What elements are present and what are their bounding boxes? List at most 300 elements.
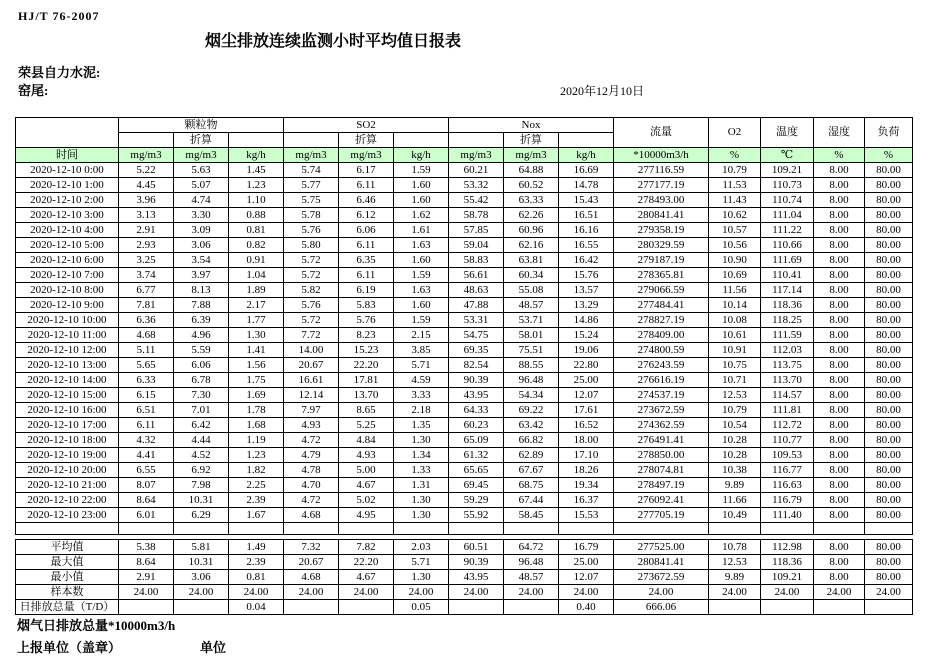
value-cell: 8.13 — [174, 283, 229, 298]
summary-value-cell: 118.36 — [761, 555, 814, 570]
value-cell: 0.82 — [229, 238, 284, 253]
time-cell: 2020-12-10 6:00 — [16, 253, 119, 268]
converted-header-so2: 折算 — [339, 133, 394, 148]
value-cell: 12.14 — [284, 388, 339, 403]
time-cell: 2020-12-10 18:00 — [16, 433, 119, 448]
kiln-label: 窑尾: — [18, 83, 49, 98]
value-cell: 8.00 — [814, 298, 865, 313]
value-cell: 58.83 — [449, 253, 504, 268]
value-cell: 1.75 — [229, 373, 284, 388]
standard-code: HJ/T 76-2007 — [18, 9, 100, 23]
value-cell: 56.61 — [449, 268, 504, 283]
hourly-row — [16, 418, 913, 433]
time-cell: 2020-12-10 5:00 — [16, 238, 119, 253]
unit-cell: % — [709, 148, 761, 163]
value-cell: 7.01 — [174, 403, 229, 418]
summary-value-cell — [761, 600, 814, 615]
time-cell: 2020-12-10 8:00 — [16, 283, 119, 298]
value-cell: 3.13 — [119, 208, 174, 223]
value-cell: 8.00 — [814, 388, 865, 403]
value-cell: 3.54 — [174, 253, 229, 268]
hourly-row — [16, 493, 913, 508]
value-cell: 4.59 — [394, 373, 449, 388]
hourly-row — [16, 268, 913, 283]
value-cell: 7.72 — [284, 328, 339, 343]
value-cell: 3.06 — [174, 238, 229, 253]
value-cell: 5.76 — [284, 298, 339, 313]
value-cell: 11.43 — [709, 193, 761, 208]
value-cell: 116.77 — [761, 463, 814, 478]
hourly-row — [16, 283, 913, 298]
value-cell: 10.69 — [709, 268, 761, 283]
converted-header-particulate: 折算 — [174, 133, 229, 148]
unit-cell: mg/m3 — [174, 148, 229, 163]
blank-cell — [559, 133, 614, 148]
empty-cell — [174, 523, 229, 535]
value-cell: 2.25 — [229, 478, 284, 493]
value-cell: 48.63 — [449, 283, 504, 298]
time-cell: 2020-12-10 3:00 — [16, 208, 119, 223]
value-cell: 274362.59 — [614, 418, 709, 433]
summary-value-cell: 24.00 — [814, 585, 865, 600]
value-cell: 6.12 — [339, 208, 394, 223]
value-cell: 67.44 — [504, 493, 559, 508]
value-cell: 10.54 — [709, 418, 761, 433]
value-cell: 69.22 — [504, 403, 559, 418]
time-cell: 2020-12-10 9:00 — [16, 298, 119, 313]
value-cell: 80.00 — [865, 283, 913, 298]
value-cell: 11.66 — [709, 493, 761, 508]
value-cell: 6.29 — [174, 508, 229, 523]
value-cell: 65.09 — [449, 433, 504, 448]
unit-cell: % — [865, 148, 913, 163]
value-cell: 4.96 — [174, 328, 229, 343]
empty-cell — [865, 523, 913, 535]
summary-value-cell: 80.00 — [865, 540, 913, 555]
summary-value-cell: 277525.00 — [614, 540, 709, 555]
unit-label: 单位 — [200, 640, 227, 655]
hourly-row — [16, 223, 913, 238]
value-cell: 62.89 — [504, 448, 559, 463]
value-cell: 17.81 — [339, 373, 394, 388]
value-cell: 1.45 — [229, 163, 284, 178]
value-cell: 2.39 — [229, 493, 284, 508]
value-cell: 22.20 — [339, 358, 394, 373]
value-cell: 8.64 — [119, 493, 174, 508]
value-cell: 16.55 — [559, 238, 614, 253]
value-cell: 10.28 — [709, 433, 761, 448]
summary-value-cell: 16.79 — [559, 540, 614, 555]
value-cell: 6.35 — [339, 253, 394, 268]
value-cell: 80.00 — [865, 163, 913, 178]
value-cell: 8.00 — [814, 508, 865, 523]
summary-value-cell: 2.91 — [119, 570, 174, 585]
value-cell: 1.56 — [229, 358, 284, 373]
hourly-row — [16, 298, 913, 313]
value-cell: 2.93 — [119, 238, 174, 253]
summary-value-cell: 48.57 — [504, 570, 559, 585]
time-cell: 2020-12-10 23:00 — [16, 508, 119, 523]
value-cell: 63.42 — [504, 418, 559, 433]
value-cell: 8.07 — [119, 478, 174, 493]
value-cell: 6.11 — [339, 268, 394, 283]
value-cell: 1.30 — [394, 508, 449, 523]
summary-value-cell: 96.48 — [504, 555, 559, 570]
hourly-row — [16, 403, 913, 418]
time-cell: 2020-12-10 13:00 — [16, 358, 119, 373]
value-cell: 6.42 — [174, 418, 229, 433]
empty-cell — [614, 523, 709, 535]
value-cell: 110.77 — [761, 433, 814, 448]
value-cell: 0.81 — [229, 223, 284, 238]
value-cell: 1.30 — [394, 433, 449, 448]
value-cell: 3.33 — [394, 388, 449, 403]
value-cell: 1.89 — [229, 283, 284, 298]
value-cell: 4.84 — [339, 433, 394, 448]
value-cell: 273672.59 — [614, 403, 709, 418]
summary-value-cell: 43.95 — [449, 570, 504, 585]
value-cell: 8.00 — [814, 373, 865, 388]
value-cell: 274537.19 — [614, 388, 709, 403]
value-cell: 8.00 — [814, 178, 865, 193]
summary-value-cell — [339, 600, 394, 615]
value-cell: 6.15 — [119, 388, 174, 403]
value-cell: 65.65 — [449, 463, 504, 478]
value-cell: 111.59 — [761, 328, 814, 343]
value-cell: 1.30 — [229, 328, 284, 343]
value-cell: 7.88 — [174, 298, 229, 313]
value-cell: 16.61 — [284, 373, 339, 388]
summary-value-cell: 0.81 — [229, 570, 284, 585]
value-cell: 5.75 — [284, 193, 339, 208]
summary-value-cell: 10.78 — [709, 540, 761, 555]
value-cell: 5.72 — [284, 268, 339, 283]
value-cell: 1.82 — [229, 463, 284, 478]
value-cell: 10.75 — [709, 358, 761, 373]
report-title: 烟尘排放连续监测小时平均值日报表 — [205, 33, 462, 50]
value-cell: 5.11 — [119, 343, 174, 358]
summary-value-cell: 24.00 — [504, 585, 559, 600]
summary-label: 最小值 — [16, 570, 119, 585]
time-cell: 2020-12-10 20:00 — [16, 463, 119, 478]
time-cell: 2020-12-10 19:00 — [16, 448, 119, 463]
value-cell: 3.97 — [174, 268, 229, 283]
value-cell: 5.22 — [119, 163, 174, 178]
summary-value-cell: 1.30 — [394, 570, 449, 585]
value-cell: 80.00 — [865, 493, 913, 508]
value-cell: 16.52 — [559, 418, 614, 433]
hourly-row — [16, 448, 913, 463]
empty-cell — [394, 523, 449, 535]
value-cell: 58.78 — [449, 208, 504, 223]
value-cell: 1.63 — [394, 238, 449, 253]
value-cell: 67.67 — [504, 463, 559, 478]
value-cell: 4.74 — [174, 193, 229, 208]
value-cell: 62.26 — [504, 208, 559, 223]
empty-cell — [504, 523, 559, 535]
value-cell: 60.21 — [449, 163, 504, 178]
value-cell: 274800.59 — [614, 343, 709, 358]
time-cell: 2020-12-10 17:00 — [16, 418, 119, 433]
unit-cell: mg/m3 — [284, 148, 339, 163]
summary-value-cell — [709, 600, 761, 615]
summary-value-cell: 80.00 — [865, 555, 913, 570]
summary-value-cell: 1.49 — [229, 540, 284, 555]
value-cell: 279358.19 — [614, 223, 709, 238]
value-cell: 80.00 — [865, 238, 913, 253]
value-cell: 1.77 — [229, 313, 284, 328]
blank-cell — [119, 133, 174, 148]
value-cell: 5.72 — [284, 313, 339, 328]
empty-cell — [339, 523, 394, 535]
value-cell: 5.83 — [339, 298, 394, 313]
value-cell: 5.63 — [174, 163, 229, 178]
value-cell: 15.43 — [559, 193, 614, 208]
report-date: 2020年12月10日 — [560, 84, 645, 98]
value-cell: 111.81 — [761, 403, 814, 418]
time-cell: 2020-12-10 15:00 — [16, 388, 119, 403]
value-cell: 80.00 — [865, 193, 913, 208]
value-cell: 62.16 — [504, 238, 559, 253]
value-cell: 2.91 — [119, 223, 174, 238]
value-cell: 110.41 — [761, 268, 814, 283]
value-cell: 113.70 — [761, 373, 814, 388]
value-cell: 277116.59 — [614, 163, 709, 178]
value-cell: 5.76 — [339, 313, 394, 328]
value-cell: 8.00 — [814, 418, 865, 433]
unit-cell: ℃ — [761, 148, 814, 163]
empty-cell — [284, 523, 339, 535]
value-cell: 54.34 — [504, 388, 559, 403]
value-cell: 3.09 — [174, 223, 229, 238]
value-cell: 8.00 — [814, 478, 865, 493]
value-cell: 75.51 — [504, 343, 559, 358]
value-cell: 277484.41 — [614, 298, 709, 313]
hourly-row — [16, 313, 913, 328]
value-cell: 80.00 — [865, 328, 913, 343]
unit-cell: mg/m3 — [119, 148, 174, 163]
value-cell: 280841.41 — [614, 208, 709, 223]
value-cell: 111.22 — [761, 223, 814, 238]
value-cell: 61.32 — [449, 448, 504, 463]
value-cell: 80.00 — [865, 478, 913, 493]
summary-value-cell: 2.39 — [229, 555, 284, 570]
summary-value-cell — [504, 600, 559, 615]
value-cell: 4.32 — [119, 433, 174, 448]
summary-value-cell: 24.00 — [284, 585, 339, 600]
value-cell: 18.00 — [559, 433, 614, 448]
value-cell: 14.86 — [559, 313, 614, 328]
value-cell: 276243.59 — [614, 358, 709, 373]
value-cell: 6.36 — [119, 313, 174, 328]
value-cell: 48.57 — [504, 298, 559, 313]
value-cell: 47.88 — [449, 298, 504, 313]
value-cell: 4.72 — [284, 493, 339, 508]
value-cell: 6.39 — [174, 313, 229, 328]
value-cell: 57.85 — [449, 223, 504, 238]
value-cell: 1.68 — [229, 418, 284, 433]
hourly-row — [16, 193, 913, 208]
value-cell: 1.10 — [229, 193, 284, 208]
value-cell: 14.00 — [284, 343, 339, 358]
value-cell: 0.91 — [229, 253, 284, 268]
value-cell: 3.74 — [119, 268, 174, 283]
value-cell: 4.44 — [174, 433, 229, 448]
value-cell: 1.31 — [394, 478, 449, 493]
value-cell: 1.30 — [394, 493, 449, 508]
value-cell: 8.00 — [814, 343, 865, 358]
reporting-unit-label: 上报单位（盖章） — [17, 640, 122, 655]
value-cell: 63.81 — [504, 253, 559, 268]
value-cell: 16.37 — [559, 493, 614, 508]
value-cell: 280329.59 — [614, 238, 709, 253]
value-cell: 13.70 — [339, 388, 394, 403]
hourly-row — [16, 328, 913, 343]
value-cell: 80.00 — [865, 463, 913, 478]
value-cell: 60.34 — [504, 268, 559, 283]
summary-row — [16, 585, 913, 600]
value-cell: 1.67 — [229, 508, 284, 523]
value-cell: 43.95 — [449, 388, 504, 403]
value-cell: 2.18 — [394, 403, 449, 418]
value-cell: 111.40 — [761, 508, 814, 523]
value-cell: 10.08 — [709, 313, 761, 328]
value-cell: 5.00 — [339, 463, 394, 478]
value-cell: 80.00 — [865, 313, 913, 328]
time-cell: 2020-12-10 10:00 — [16, 313, 119, 328]
value-cell: 17.10 — [559, 448, 614, 463]
value-cell: 10.79 — [709, 163, 761, 178]
summary-value-cell: 24.00 — [559, 585, 614, 600]
value-cell: 11.56 — [709, 283, 761, 298]
value-cell: 5.74 — [284, 163, 339, 178]
value-cell: 4.45 — [119, 178, 174, 193]
value-cell: 80.00 — [865, 373, 913, 388]
time-cell: 2020-12-10 4:00 — [16, 223, 119, 238]
summary-table — [15, 539, 913, 615]
value-cell: 14.78 — [559, 178, 614, 193]
hourly-row — [16, 388, 913, 403]
value-cell: 4.72 — [284, 433, 339, 448]
value-cell: 63.33 — [504, 193, 559, 208]
value-cell: 5.72 — [284, 253, 339, 268]
value-cell: 8.00 — [814, 433, 865, 448]
value-cell: 80.00 — [865, 343, 913, 358]
summary-value-cell: 24.00 — [614, 585, 709, 600]
value-cell: 8.00 — [814, 328, 865, 343]
summary-value-cell: 5.81 — [174, 540, 229, 555]
hourly-row — [16, 358, 913, 373]
value-cell: 278409.00 — [614, 328, 709, 343]
value-cell: 4.68 — [119, 328, 174, 343]
group-particulate: 颗粒物 — [119, 118, 284, 133]
value-cell: 8.00 — [814, 238, 865, 253]
value-cell: 80.00 — [865, 418, 913, 433]
value-cell: 1.35 — [394, 418, 449, 433]
value-cell: 10.14 — [709, 298, 761, 313]
value-cell: 1.78 — [229, 403, 284, 418]
value-cell: 1.60 — [394, 178, 449, 193]
value-cell: 118.25 — [761, 313, 814, 328]
summary-value-cell: 7.82 — [339, 540, 394, 555]
value-cell: 19.34 — [559, 478, 614, 493]
value-cell: 18.26 — [559, 463, 614, 478]
value-cell: 15.76 — [559, 268, 614, 283]
summary-row — [16, 570, 913, 585]
unit-cell: kg/h — [394, 148, 449, 163]
value-cell: 4.52 — [174, 448, 229, 463]
value-cell: 1.04 — [229, 268, 284, 283]
value-cell: 4.95 — [339, 508, 394, 523]
hourly-row — [16, 238, 913, 253]
value-cell: 16.69 — [559, 163, 614, 178]
value-cell: 4.67 — [339, 478, 394, 493]
value-cell: 5.76 — [284, 223, 339, 238]
value-cell: 80.00 — [865, 268, 913, 283]
value-cell: 8.00 — [814, 358, 865, 373]
value-cell: 0.88 — [229, 208, 284, 223]
value-cell: 3.30 — [174, 208, 229, 223]
value-cell: 80.00 — [865, 388, 913, 403]
value-cell: 6.06 — [174, 358, 229, 373]
temp-header: 温度 — [761, 118, 814, 148]
value-cell: 10.90 — [709, 253, 761, 268]
value-cell: 64.33 — [449, 403, 504, 418]
value-cell: 116.79 — [761, 493, 814, 508]
value-cell: 4.41 — [119, 448, 174, 463]
summary-value-cell: 4.67 — [339, 570, 394, 585]
summary-value-cell: 24.00 — [339, 585, 394, 600]
hourly-row — [16, 463, 913, 478]
hourly-row — [16, 508, 913, 523]
summary-value-cell: 24.00 — [761, 585, 814, 600]
empty-cell — [119, 523, 174, 535]
value-cell: 8.00 — [814, 208, 865, 223]
value-cell: 10.79 — [709, 403, 761, 418]
group-header-row — [16, 118, 913, 133]
value-cell: 6.01 — [119, 508, 174, 523]
summary-value-cell — [814, 600, 865, 615]
flow-daily-total-note: 烟气日排放总量*10000m3/h — [17, 618, 176, 633]
value-cell: 277705.19 — [614, 508, 709, 523]
blank-cell — [284, 133, 339, 148]
value-cell: 9.89 — [709, 478, 761, 493]
summary-value-cell: 9.89 — [709, 570, 761, 585]
value-cell: 19.06 — [559, 343, 614, 358]
value-cell: 277177.19 — [614, 178, 709, 193]
time-cell: 2020-12-10 11:00 — [16, 328, 119, 343]
summary-value-cell: 0.40 — [559, 600, 614, 615]
summary-row — [16, 555, 913, 570]
value-cell: 10.28 — [709, 448, 761, 463]
value-cell: 109.21 — [761, 163, 814, 178]
value-cell: 6.55 — [119, 463, 174, 478]
value-cell: 278365.81 — [614, 268, 709, 283]
value-cell: 16.42 — [559, 253, 614, 268]
value-cell: 6.19 — [339, 283, 394, 298]
flow-header: 流量 — [614, 118, 709, 148]
value-cell: 6.77 — [119, 283, 174, 298]
value-cell: 1.60 — [394, 298, 449, 313]
value-cell: 118.36 — [761, 298, 814, 313]
value-cell: 4.68 — [284, 508, 339, 523]
value-cell: 1.33 — [394, 463, 449, 478]
value-cell: 15.23 — [339, 343, 394, 358]
value-cell: 8.00 — [814, 268, 865, 283]
empty-cell — [761, 523, 814, 535]
value-cell: 10.38 — [709, 463, 761, 478]
value-cell: 4.78 — [284, 463, 339, 478]
